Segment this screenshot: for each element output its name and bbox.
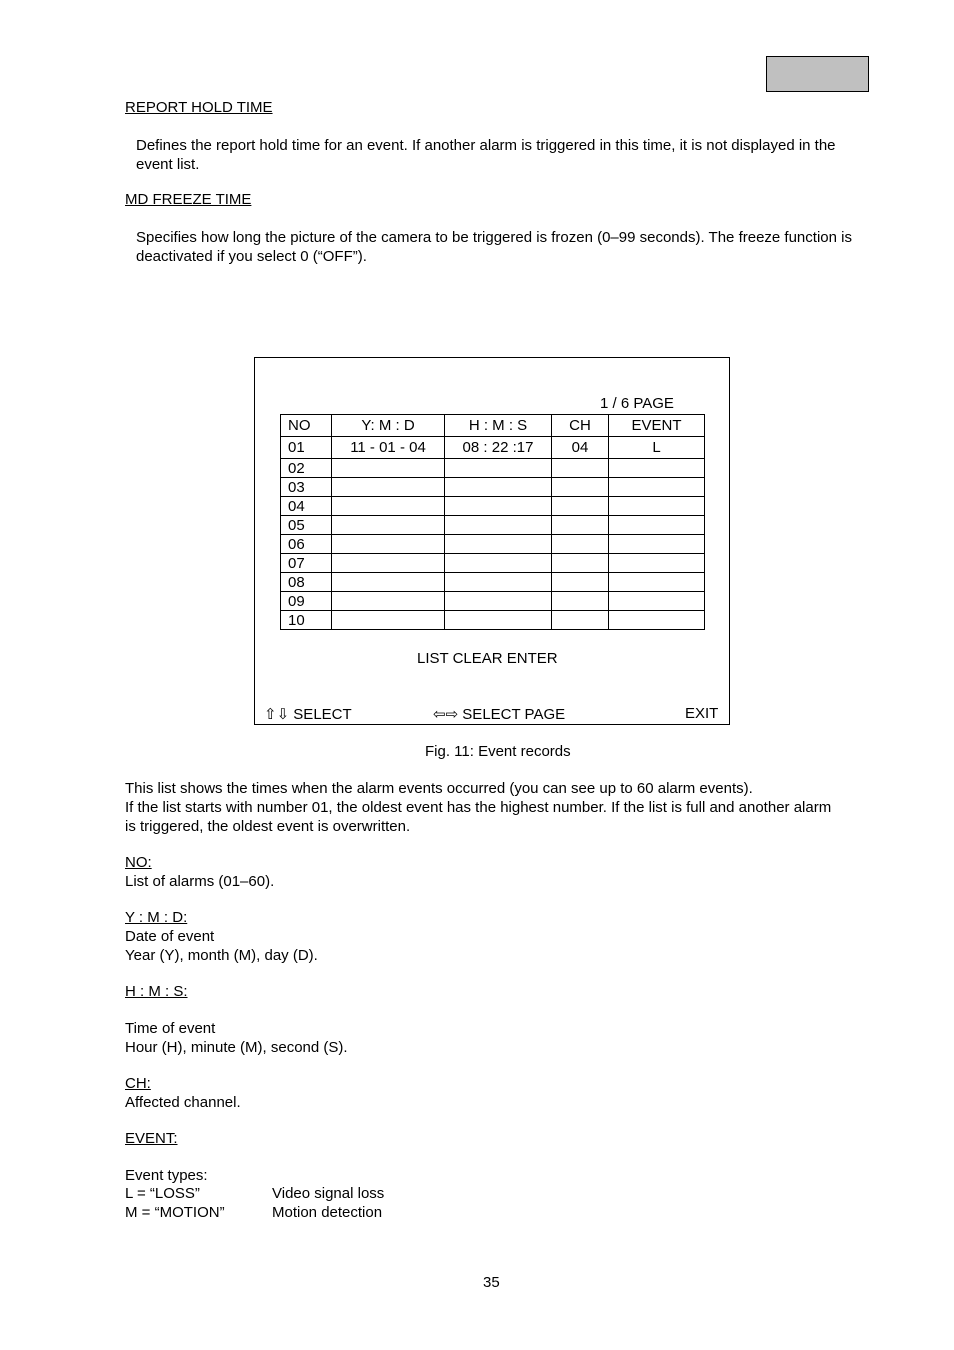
table-cell: [332, 459, 445, 478]
def-ymd-heading: Y : M : D:: [125, 909, 188, 926]
table-cell: [445, 573, 552, 592]
table-cell: [552, 478, 609, 497]
event-type-value: Video signal loss: [272, 1185, 385, 1202]
exit-option[interactable]: EXIT: [685, 705, 719, 722]
table-cell: [332, 554, 445, 573]
list-clear-option[interactable]: LIST CLEAR ENTER: [417, 650, 558, 667]
body-line-3: is triggered, the oldest event is overwritten.: [125, 818, 411, 835]
table-cell: 04: [281, 497, 332, 516]
table-cell: [332, 516, 445, 535]
table-cell: [609, 592, 705, 611]
table-cell: [552, 459, 609, 478]
table-row: [281, 497, 705, 516]
table-cell: [445, 459, 552, 478]
md-freeze-heading: MD FREEZE TIME: [125, 191, 252, 208]
def-ymd-line-1: Date of event: [125, 928, 215, 945]
def-ymd-line-2: Year (Y), month (M), day (D).: [125, 947, 318, 964]
table-cell: [332, 592, 445, 611]
table-cell: [609, 497, 705, 516]
column-header: NO: [281, 415, 332, 437]
table-row: [281, 611, 705, 630]
table-cell: [332, 573, 445, 592]
column-header: Y: M : D: [332, 415, 445, 437]
table-cell: [332, 535, 445, 554]
def-no-heading: NO:: [125, 854, 152, 871]
column-header: CH: [552, 415, 609, 437]
report-hold-text: Defines the report hold time for an event. If another alarm is triggered in this time, it is not displayed in the event list.: [136, 137, 836, 173]
table-cell: [609, 478, 705, 497]
table-cell: 07: [281, 554, 332, 573]
table-cell: [552, 592, 609, 611]
md-freeze-text: Specifies how long the picture of the camera to be triggered is frozen (0–99 seconds). The freeze function is deactivated if you select 0 (“OFF”).: [136, 229, 852, 265]
report-hold-heading: REPORT HOLD TIME: [125, 99, 273, 116]
table-cell: [445, 516, 552, 535]
table-row: [281, 437, 705, 459]
event-type-key: M = “MOTION”: [125, 1204, 225, 1221]
event-type-key: L = “LOSS”: [125, 1185, 200, 1202]
table-cell: 06: [281, 535, 332, 554]
body-line-2: If the list starts with number 01, the oldest event has the highest number. If the list is full and another alarm: [125, 799, 832, 816]
table-row: [281, 573, 705, 592]
table-cell: [552, 573, 609, 592]
def-ch-heading: CH:: [125, 1075, 151, 1092]
table-row: [281, 478, 705, 497]
table-row: [281, 592, 705, 611]
table-cell: [552, 554, 609, 573]
table-cell: [609, 611, 705, 630]
table-cell: [332, 497, 445, 516]
figure-caption: Fig. 11: Event records: [425, 743, 571, 760]
table-cell: [445, 535, 552, 554]
table-cell: 04: [552, 437, 609, 459]
table-cell: 03: [281, 478, 332, 497]
table-cell: [552, 535, 609, 554]
table-cell: 01: [281, 437, 332, 459]
table-cell: [609, 535, 705, 554]
table-cell: [609, 554, 705, 573]
table-row: [281, 554, 705, 573]
table-cell: 08 : 22 :17: [445, 437, 552, 459]
event-records-screen: [254, 357, 730, 725]
table-cell: [445, 592, 552, 611]
def-no-line: List of alarms (01–60).: [125, 873, 275, 890]
event-type-value: Motion detection: [272, 1204, 383, 1221]
select-page-hint: ⇦⇨ SELECT PAGE: [433, 706, 566, 723]
column-header: H : M : S: [445, 415, 552, 437]
def-hms-line-2: Hour (H), minute (M), second (S).: [125, 1039, 348, 1056]
table-cell: [552, 611, 609, 630]
table-cell: 05: [281, 516, 332, 535]
table-cell: [552, 497, 609, 516]
def-event-intro: Event types:: [125, 1167, 208, 1184]
table-cell: [332, 478, 445, 497]
table-cell: [445, 554, 552, 573]
def-hms-line-1: Time of event: [125, 1020, 216, 1037]
table-cell: [609, 573, 705, 592]
def-hms-heading: H : M : S:: [125, 983, 188, 1000]
table-cell: [445, 478, 552, 497]
header-tab-box: [766, 56, 869, 92]
table-cell: [552, 516, 609, 535]
def-event-heading: EVENT:: [125, 1130, 178, 1147]
table-row: [281, 459, 705, 478]
table-cell: L: [609, 437, 705, 459]
table-cell: 09: [281, 592, 332, 611]
select-hint: ⇧⇩ SELECT: [264, 706, 352, 723]
def-ch-line: Affected channel.: [125, 1094, 241, 1111]
page-number: 35: [483, 1274, 500, 1291]
table-cell: 02: [281, 459, 332, 478]
table-row: [281, 535, 705, 554]
table-header-row: [281, 415, 705, 437]
table-cell: [609, 459, 705, 478]
table-cell: [609, 516, 705, 535]
table-cell: [332, 611, 445, 630]
table-cell: [445, 611, 552, 630]
page-indicator: 1 / 6 PAGE: [600, 395, 674, 412]
table-cell: [445, 497, 552, 516]
table-cell: 11 - 01 - 04: [332, 437, 445, 459]
table-cell: 08: [281, 573, 332, 592]
table-cell: 10: [281, 611, 332, 630]
table-row: [281, 516, 705, 535]
body-line-1: This list shows the times when the alarm events occurred (you can see up to 60 alarm events).: [125, 780, 753, 797]
event-table: [280, 414, 705, 630]
column-header: EVENT: [609, 415, 705, 437]
